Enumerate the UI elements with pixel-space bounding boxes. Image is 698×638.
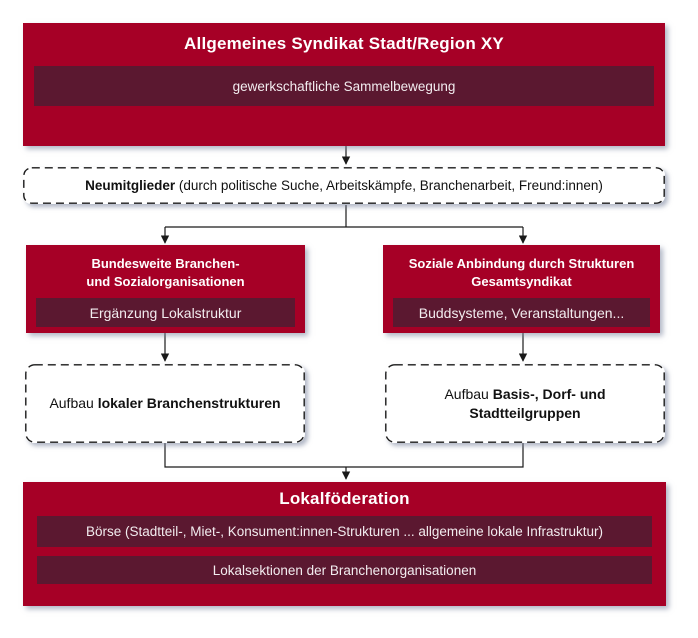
aufbau-basis-lead: Aufbau: [444, 385, 493, 402]
lokalfoederation-row1: Börse (Stadtteil-, Miet-, Konsument:innen-Strukturen ... allgemeine lokale Infrastruktur): [37, 516, 652, 547]
branchen-subtitle-box: Ergänzung Lokalstruktur: [36, 298, 295, 327]
aufbau-basis-text: [444, 385, 605, 423]
neumitglieder-lead: Neumitglieder: [85, 178, 176, 193]
node-lokalfoederation: [23, 482, 666, 606]
node-soziale-anbindung: [383, 245, 660, 333]
soziale-title-line2: Gesamtsyndikat: [471, 274, 572, 289]
soziale-title-line1: Soziale Anbindung durch Strukturen: [408, 256, 635, 271]
branchen-title: [26, 255, 305, 291]
neumitglieder-text: [85, 176, 603, 195]
neumitglieder-detail: (durch politische Suche, Arbeitskämpfe, Branchenarbeit, Freund:innen): [175, 178, 603, 193]
node-allgemeines-syndikat: [23, 23, 665, 146]
node-neumitglieder: [23, 167, 665, 204]
aufbau-basis-line1: [444, 386, 605, 402]
aufbau-basis-emphasis1: Basis-, Dorf- und: [492, 385, 606, 402]
soziale-subtitle-box: Buddsysteme, Veranstaltungen...: [393, 298, 650, 327]
aufbau-branchen-text: [49, 394, 280, 413]
node-aufbau-basisgruppen: [385, 364, 665, 443]
lokalfoederation-row2: Lokalsektionen der Branchenorganisationen: [37, 556, 652, 584]
syndikat-subtitle-box: gewerkschaftliche Sammelbewegung: [34, 66, 654, 106]
aufbau-branchen-lead: Aufbau: [49, 395, 98, 411]
aufbau-branchen-emphasis: lokaler Branchenstrukturen: [97, 395, 281, 411]
node-bundesweite-branchen: [26, 245, 305, 333]
lokalfoederation-title: Lokalföderation: [279, 489, 410, 508]
aufbau-basis-emphasis2: Stadtteilgruppen: [469, 404, 581, 421]
syndikat-title: Allgemeines Syndikat Stadt/Region XY: [184, 34, 504, 53]
branchen-title-line1: Bundesweite Branchen-: [91, 256, 240, 271]
soziale-title: [383, 255, 660, 291]
node-aufbau-branchenstrukturen: [25, 364, 305, 443]
branchen-title-line2: und Sozialorganisationen: [86, 274, 245, 289]
